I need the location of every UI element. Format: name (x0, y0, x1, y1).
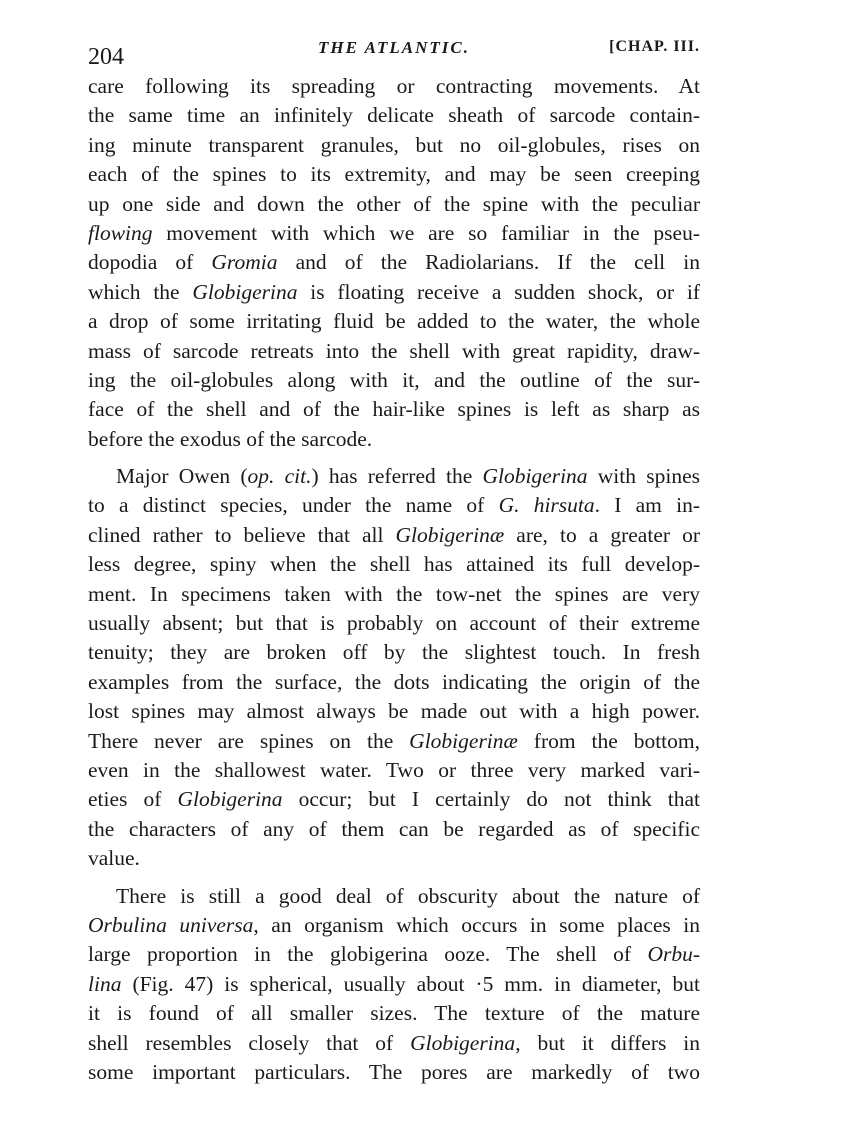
paragraph-gap (88, 874, 700, 882)
text-line: face of the shell and of the hair-like spines is left as sharp as (88, 397, 700, 422)
page-number: 204 (88, 44, 124, 70)
text-line: lost spines may almost always be made out with a high power. (88, 699, 700, 724)
paragraph-gap (88, 454, 700, 462)
text-line: There is still a good deal of obscurity about the nature of (116, 883, 700, 908)
text-line: tenuity; they are broken off by the slightest touch. In fresh (88, 640, 700, 665)
text-line: lina (Fig. 47) is spherical, usually about ·5 mm. in diameter, but (88, 971, 700, 996)
paragraph (88, 72, 700, 454)
body-text (88, 72, 700, 1087)
paragraph (88, 882, 700, 1088)
text-line: less degree, spiny when the shell has attained its full develop- (88, 552, 700, 577)
text-line: usually absent; but that is probably on account of their extreme (88, 611, 700, 636)
text-line: each of the spines to its extremity, and may be seen creeping (88, 162, 700, 187)
text-line: some important particulars. The pores are markedly of two (88, 1059, 700, 1084)
text-line: flowing movement with which we are so familiar in the pseu- (88, 220, 700, 245)
chapter-reference: [CHAP. III. (609, 38, 700, 55)
text-line: Major Owen (op. cit.) has referred the Globigerina with spines (116, 464, 700, 489)
paragraph (88, 462, 700, 873)
text-line: dopodia of Gromia and of the Radiolarians. If the cell in (88, 250, 700, 275)
text-line: ment. In specimens taken with the tow-net the spines are very (88, 581, 700, 606)
text-line: There never are spines on the Globigerinæ from the bottom, (88, 728, 700, 753)
page-header (88, 34, 700, 74)
text-line: large proportion in the globigerina ooze. The shell of Orbu- (88, 942, 700, 967)
text-line: ing minute transparent granules, but no oil-globules, rises on (88, 132, 700, 157)
text-line: a drop of some irritating fluid be added to the water, the whole (88, 309, 700, 334)
text-line: mass of sarcode retreats into the shell with great rapidity, draw- (88, 338, 700, 363)
text-line: Orbulina universa, an organism which occurs in some places in (88, 912, 701, 937)
text-line: examples from the surface, the dots indicating the origin of the (88, 669, 700, 694)
text-line: which the Globigerina is floating receive a sudden shock, or if (88, 279, 701, 304)
text-line: ing the oil-globules along with it, and the outline of the sur- (88, 367, 700, 392)
running-title: THE ATLANTIC. (318, 38, 470, 57)
text-line: shell resembles closely that of Globigerina, but it differs in (88, 1030, 700, 1055)
text-line: to a distinct species, under the name of G. hirsuta. I am in- (88, 493, 700, 518)
text-line: the characters of any of them can be regarded as of specific (88, 816, 700, 841)
text-line: up one side and down the other of the spine with the peculiar (88, 191, 700, 216)
text-line: care following its spreading or contracting movements. At (88, 74, 700, 98)
text-line: clined rather to believe that all Globigerinæ are, to a greater or (88, 522, 700, 547)
text-line: the same time an infinitely delicate sheath of sarcode contain- (88, 103, 700, 128)
text-line: value. (88, 846, 140, 871)
text-line: eties of Globigerina occur; but I certainly do not think that (88, 787, 700, 812)
text-line: even in the shallowest water. Two or three very marked vari- (88, 757, 700, 782)
text-line: before the exodus of the sarcode. (88, 426, 373, 451)
text-line: it is found of all smaller sizes. The texture of the mature (88, 1001, 700, 1026)
